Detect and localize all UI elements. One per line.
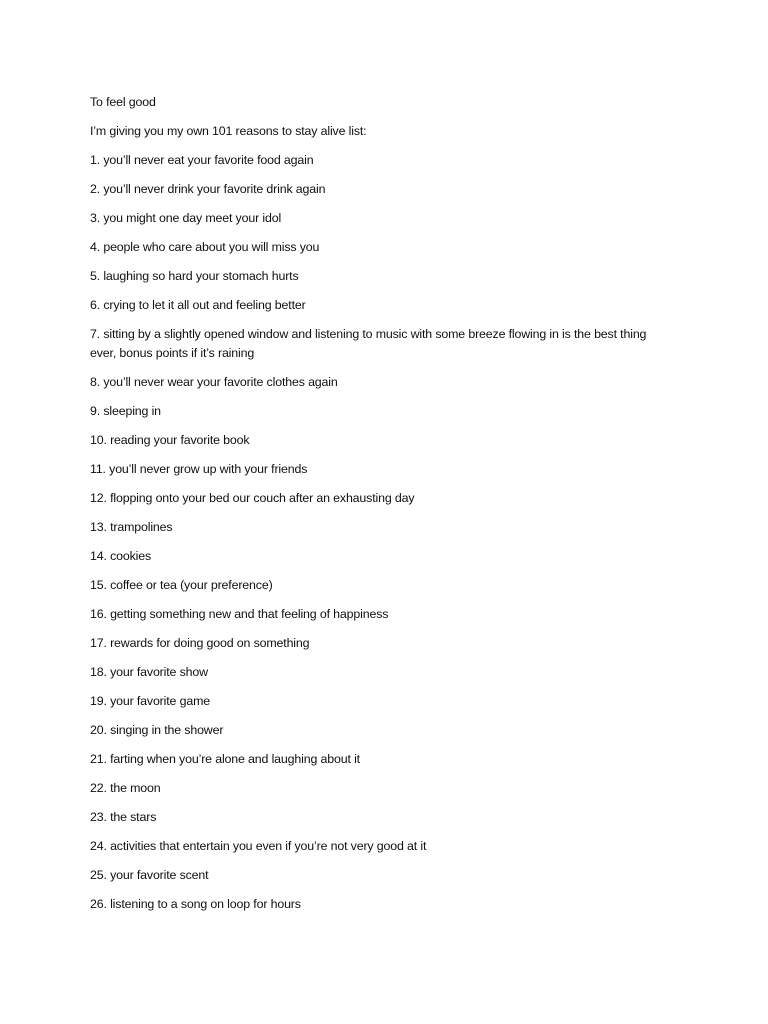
list-item: 23. the stars bbox=[90, 810, 157, 824]
list-item: 17. rewards for doing good on something bbox=[90, 636, 310, 650]
list-item: 4. people who care about you will miss you bbox=[90, 240, 320, 254]
list-item: 11. you’ll never grow up with your friends bbox=[90, 462, 308, 476]
document-intro: I’m giving you my own 101 reasons to stay alive list: bbox=[90, 124, 367, 138]
list-item: 26. listening to a song on loop for hours bbox=[90, 897, 301, 911]
list-item: 2. you’ll never drink your favorite drink again bbox=[90, 182, 326, 196]
list-item: 24. activities that entertain you even if you’re not very good at it bbox=[90, 839, 427, 853]
document-title: To feel good bbox=[90, 95, 156, 109]
list-item: 19. your favorite game bbox=[90, 694, 210, 708]
list-item: 22. the moon bbox=[90, 781, 161, 795]
list-item: 7. sitting by a slightly opened window and listening to music with some breeze flowing in is the best thing ever, bonus points if it’s raining bbox=[90, 327, 647, 360]
list-item: 21. farting when you’re alone and laughing about it bbox=[90, 752, 360, 766]
reasons-list bbox=[90, 151, 670, 914]
list-item: 6. crying to let it all out and feeling better bbox=[90, 298, 306, 312]
list-item: 15. coffee or tea (your preference) bbox=[90, 578, 273, 592]
list-item: 12. flopping onto your bed our couch after an exhausting day bbox=[90, 491, 415, 505]
list-item: 13. trampolines bbox=[90, 520, 173, 534]
list-item: 16. getting something new and that feeling of happiness bbox=[90, 607, 389, 621]
list-item: 25. your favorite scent bbox=[90, 868, 209, 882]
list-item: 5. laughing so hard your stomach hurts bbox=[90, 269, 299, 283]
list-item: 14. cookies bbox=[90, 549, 152, 563]
list-item: 3. you might one day meet your idol bbox=[90, 211, 282, 225]
list-item: 1. you’ll never eat your favorite food again bbox=[90, 153, 314, 167]
list-item: 9. sleeping in bbox=[90, 404, 161, 418]
list-item: 8. you’ll never wear your favorite clothes again bbox=[90, 375, 338, 389]
document-body bbox=[90, 93, 670, 924]
list-item: 18. your favorite show bbox=[90, 665, 208, 679]
list-item: 10. reading your favorite book bbox=[90, 433, 250, 447]
list-item: 20. singing in the shower bbox=[90, 723, 224, 737]
